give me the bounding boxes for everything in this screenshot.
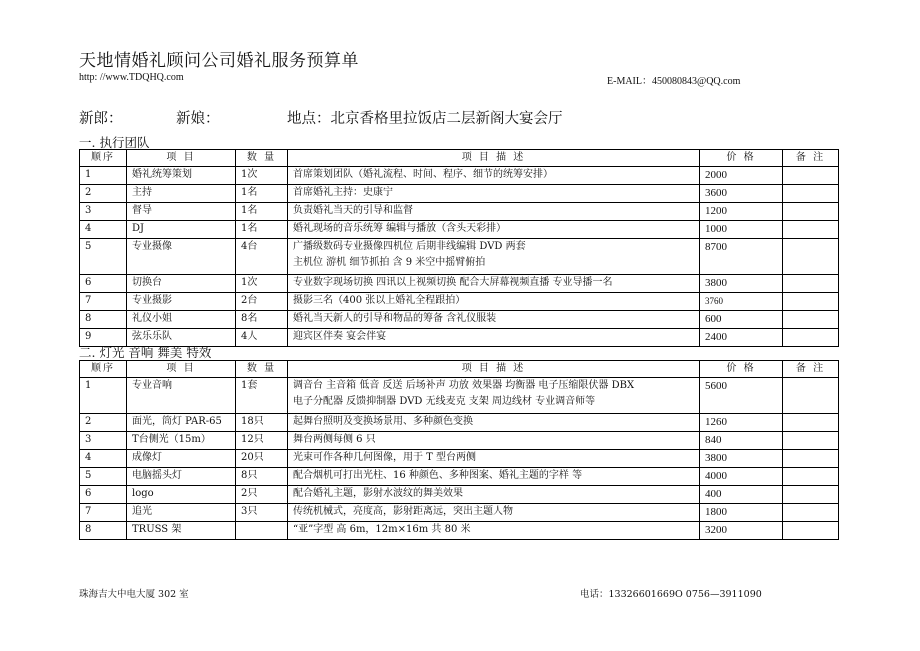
row-description: 配合烟机可打出光柱、16 种颜色、多种图案、婚礼主题的字样 等 bbox=[288, 468, 700, 486]
row-note bbox=[783, 414, 839, 432]
row-description: 首席婚礼主持：史康宁 bbox=[288, 185, 700, 203]
header-quantity: 数 量 bbox=[236, 361, 288, 378]
row-quantity: 8只 bbox=[236, 468, 288, 486]
row-order: 4 bbox=[80, 221, 127, 239]
header-item: 项 目 bbox=[127, 150, 236, 167]
footer-phone: 电话：13326601669O 0756—3911090 bbox=[580, 589, 762, 600]
row-description: 传统机械式，亮度高，影射距离远，突出主题人物 bbox=[288, 504, 700, 522]
row-order: 9 bbox=[80, 329, 127, 347]
row-item: 礼仪小姐 bbox=[127, 311, 236, 329]
table-header-row bbox=[80, 361, 839, 378]
row-price: 2400 bbox=[700, 329, 783, 347]
row-order: 8 bbox=[80, 522, 127, 540]
row-quantity: 2台 bbox=[236, 293, 288, 311]
row-item: 切换台 bbox=[127, 275, 236, 293]
bride-label: 新娘： bbox=[176, 111, 220, 127]
row-order: 4 bbox=[80, 450, 127, 468]
row-order: 2 bbox=[80, 414, 127, 432]
header-description: 项 目 描 述 bbox=[288, 150, 700, 167]
row-description: 摄影三名（400 张以上婚礼全程跟拍） bbox=[288, 293, 700, 311]
row-description: 专业数字现场切换 四讯以上视频切换 配合大屏幕视频直播 专业导播一名 bbox=[288, 275, 700, 293]
row-note bbox=[783, 378, 839, 414]
row-price: 1260 bbox=[700, 414, 783, 432]
header-description: 项 目 描 述 bbox=[288, 361, 700, 378]
table-row bbox=[80, 167, 839, 185]
row-note bbox=[783, 239, 839, 275]
table-row bbox=[80, 221, 839, 239]
row-note bbox=[783, 486, 839, 504]
footer-address: 珠海吉大中电大厦 302 室 bbox=[79, 589, 189, 600]
row-order: 3 bbox=[80, 432, 127, 450]
table-row bbox=[80, 311, 839, 329]
row-price: 400 bbox=[700, 486, 783, 504]
row-order: 5 bbox=[80, 239, 127, 275]
table-row bbox=[80, 468, 839, 486]
header-order: 顺序 bbox=[80, 150, 127, 167]
row-quantity: 1套 bbox=[236, 378, 288, 414]
row-note bbox=[783, 450, 839, 468]
row-quantity: 4台 bbox=[236, 239, 288, 275]
row-price: 5600 bbox=[700, 378, 783, 414]
row-note bbox=[783, 293, 839, 311]
table-row bbox=[80, 504, 839, 522]
row-price: 3800 bbox=[700, 450, 783, 468]
table-row bbox=[80, 239, 839, 275]
row-description: “亚”字型 高 6m，12m×16m 共 80 米 bbox=[288, 522, 700, 540]
row-description: 起舞台照明及变换场景用、多种颜色变换 bbox=[288, 414, 700, 432]
row-description: 负责婚礼当天的引导和监督 bbox=[288, 203, 700, 221]
description-line-2: 电子分配器 反馈抑制器 DVD 无线麦克 支架 周边线材 专业调音师等 bbox=[293, 396, 596, 407]
table-row bbox=[80, 414, 839, 432]
header-order: 顺序 bbox=[80, 361, 127, 378]
page-title: 天地情婚礼顾问公司婚礼服务预算单 bbox=[79, 51, 359, 71]
row-price: 8700 bbox=[700, 239, 783, 275]
row-order: 8 bbox=[80, 311, 127, 329]
table-row bbox=[80, 432, 839, 450]
row-note bbox=[783, 203, 839, 221]
row-description bbox=[288, 378, 700, 414]
header-price: 价 格 bbox=[700, 361, 783, 378]
groom-label: 新郎： bbox=[79, 111, 123, 127]
row-note bbox=[783, 311, 839, 329]
row-note bbox=[783, 167, 839, 185]
row-item: 弦乐乐队 bbox=[127, 329, 236, 347]
row-description: 婚礼现场的音乐统筹 编辑与播放（含头天彩排） bbox=[288, 221, 700, 239]
row-quantity: 8名 bbox=[236, 311, 288, 329]
row-quantity: 1次 bbox=[236, 275, 288, 293]
row-quantity: 18只 bbox=[236, 414, 288, 432]
execution-team-table bbox=[79, 149, 839, 347]
row-description: 首席策划团队（婚礼流程、时间、程序、细节的统筹安排） bbox=[288, 167, 700, 185]
row-order: 7 bbox=[80, 293, 127, 311]
row-order: 6 bbox=[80, 275, 127, 293]
row-note bbox=[783, 504, 839, 522]
row-item: 婚礼统筹策划 bbox=[127, 167, 236, 185]
row-order: 6 bbox=[80, 486, 127, 504]
row-note bbox=[783, 275, 839, 293]
row-item: 主持 bbox=[127, 185, 236, 203]
table-row bbox=[80, 378, 839, 414]
section-title-execution-team: 一. 执行团队 bbox=[79, 135, 150, 150]
row-item: 面光，筒灯 PAR-65 bbox=[127, 414, 236, 432]
row-price: 3760 bbox=[700, 293, 783, 311]
header-note: 备 注 bbox=[783, 361, 839, 378]
row-note bbox=[783, 329, 839, 347]
row-item: DJ bbox=[127, 221, 236, 239]
row-quantity: 3只 bbox=[236, 504, 288, 522]
row-item: 专业摄影 bbox=[127, 293, 236, 311]
table-row bbox=[80, 185, 839, 203]
table-row bbox=[80, 450, 839, 468]
row-description: 光束可作各种几何图像，用于 T 型台两侧 bbox=[288, 450, 700, 468]
row-note bbox=[783, 221, 839, 239]
row-quantity: 20只 bbox=[236, 450, 288, 468]
row-note bbox=[783, 468, 839, 486]
table-header-row bbox=[80, 150, 839, 167]
table-row bbox=[80, 275, 839, 293]
row-price: 3600 bbox=[700, 185, 783, 203]
row-order: 1 bbox=[80, 378, 127, 414]
header-quantity: 数 量 bbox=[236, 150, 288, 167]
email-address: E-MAIL：450080843@QQ.com bbox=[607, 76, 741, 87]
row-quantity: 2只 bbox=[236, 486, 288, 504]
row-order: 1 bbox=[80, 167, 127, 185]
row-price: 4000 bbox=[700, 468, 783, 486]
row-price: 840 bbox=[700, 432, 783, 450]
table-row bbox=[80, 486, 839, 504]
row-note bbox=[783, 432, 839, 450]
row-note bbox=[783, 185, 839, 203]
table-row bbox=[80, 293, 839, 311]
row-item: 专业音响 bbox=[127, 378, 236, 414]
row-note bbox=[783, 522, 839, 540]
row-quantity: 1名 bbox=[236, 185, 288, 203]
row-order: 7 bbox=[80, 504, 127, 522]
lighting-sound-table bbox=[79, 360, 839, 540]
row-item: 追光 bbox=[127, 504, 236, 522]
row-price: 1800 bbox=[700, 504, 783, 522]
row-quantity: 1次 bbox=[236, 167, 288, 185]
row-item: 督导 bbox=[127, 203, 236, 221]
row-price: 600 bbox=[700, 311, 783, 329]
row-order: 3 bbox=[80, 203, 127, 221]
venue-location: 地点：北京香格里拉饭店二层新阁大宴会厅 bbox=[287, 111, 563, 127]
row-description: 配合婚礼主题，影射水波纹的舞美效果 bbox=[288, 486, 700, 504]
row-description: 婚礼当天新人的引导和物品的筹备 含礼仪服装 bbox=[288, 311, 700, 329]
row-description: 舞台两侧每侧 6 只 bbox=[288, 432, 700, 450]
row-item: 专业摄像 bbox=[127, 239, 236, 275]
description-line-2: 主机位 游机 细节抓拍 含 9 米空中摇臂俯拍 bbox=[293, 257, 486, 268]
table-row bbox=[80, 203, 839, 221]
row-item: T台侧光（15m） bbox=[127, 432, 236, 450]
row-price: 2000 bbox=[700, 167, 783, 185]
row-quantity: 1名 bbox=[236, 221, 288, 239]
row-item: logo bbox=[127, 486, 236, 504]
row-item: 成像灯 bbox=[127, 450, 236, 468]
row-item: TRUSS 架 bbox=[127, 522, 236, 540]
row-price: 1200 bbox=[700, 203, 783, 221]
row-item: 电脑摇头灯 bbox=[127, 468, 236, 486]
header-note: 备 注 bbox=[783, 150, 839, 167]
row-order: 5 bbox=[80, 468, 127, 486]
header-price: 价 格 bbox=[700, 150, 783, 167]
description-line-1: 广播级数码专业摄像四机位 后期非线编辑 DVD 两套 bbox=[293, 241, 526, 252]
row-quantity: 12只 bbox=[236, 432, 288, 450]
table-row bbox=[80, 522, 839, 540]
section-title-lighting-sound: 二. 灯光 音响 舞美 特效 bbox=[79, 345, 212, 360]
description-line-1: 调音台 主音箱 低音 反送 后场补声 功放 效果器 均衡器 电子压缩限伏器 DBX bbox=[293, 380, 635, 391]
row-order: 2 bbox=[80, 185, 127, 203]
row-price: 3800 bbox=[700, 275, 783, 293]
header-item: 项 目 bbox=[127, 361, 236, 378]
row-price: 1000 bbox=[700, 221, 783, 239]
row-description: 迎宾区伴奏 宴会伴宴 bbox=[288, 329, 700, 347]
row-price: 3200 bbox=[700, 522, 783, 540]
row-quantity bbox=[236, 522, 288, 540]
row-quantity: 1名 bbox=[236, 203, 288, 221]
row-description bbox=[288, 239, 700, 275]
website-url: http: //www.TDQHQ.com bbox=[79, 72, 184, 83]
row-quantity: 4人 bbox=[236, 329, 288, 347]
